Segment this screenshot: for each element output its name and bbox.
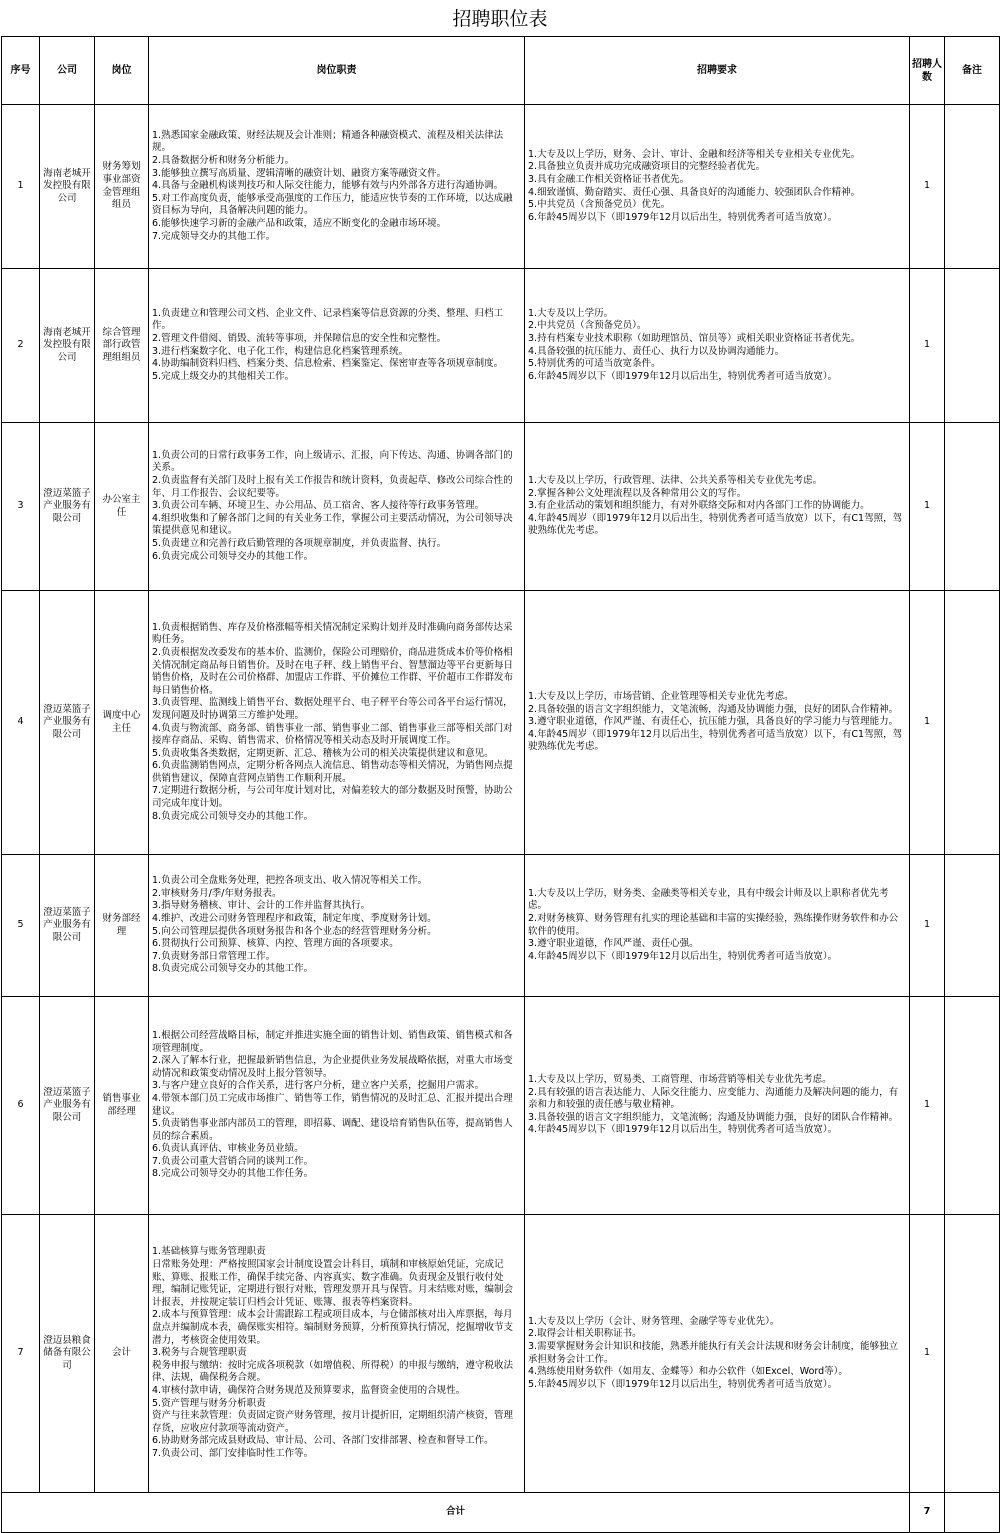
cell-duties-line: 4.带领本部门员工完成市场推广、销售等工作，销售情况的及时汇总、汇报并提出合理建议。 <box>152 1092 513 1117</box>
cell-duties-line: 3.进行档案数字化、电子化工作，构建信息化档案管理系统。 <box>152 345 409 357</box>
total-remark <box>945 1493 1000 1533</box>
cell-duties-line: 6.负责监测销售网点，定期分析各网点人流信息、销售动态等相关情况，为销售网点提供销售建议，保障直营网点销售工作顺利开展。 <box>152 760 513 784</box>
cell-remark <box>945 269 1000 423</box>
table-row <box>2 855 1000 997</box>
cell-position: 办公室主任 <box>95 423 149 591</box>
cell-no: 4 <box>2 591 40 855</box>
cell-no: 6 <box>2 997 40 1215</box>
cell-duties-line: 5.向公司管理层提供各项财务报告和各个业态的经营管理财务分析。 <box>152 925 437 937</box>
cell-position: 会计 <box>95 1215 149 1493</box>
cell-duties-line: 5.负责建立和完善行政后勤管理的各项规章制度，并负责监督、执行。 <box>152 537 447 549</box>
cell-requirements <box>525 269 910 423</box>
cell-requirements-line: 3.持有档案专业技术职称（如助理馆员、馆员等）或相关职业资格证书者优先。 <box>528 332 861 344</box>
cell-duties-line: 5.资产管理与财务分析职责 <box>152 1397 266 1409</box>
cell-duties-line: 税务申报与缴纳：按时完成各项税款（如增值税、所得税）的申报与缴纳，遵守税收法律、法规，确保税务合规。 <box>152 1359 514 1384</box>
cell-requirements-line: 3.有企业活动的策划和组织能力，有对外联络交际和对内各部门工作的协调能力。 <box>528 500 870 512</box>
cell-requirements-line: 3.具有金融工作相关资格证书者优先。 <box>528 173 690 185</box>
cell-remark <box>945 591 1000 855</box>
cell-count: 1 <box>910 105 945 269</box>
cell-duties <box>149 591 525 855</box>
cell-requirements-line: 2.取得会计相关职称证书。 <box>528 1328 642 1340</box>
cell-duties-line: 6.贯彻执行公司预算、核算、内控、管理方面的各项要求。 <box>152 938 399 950</box>
cell-company: 澄迈菜篮子产业服务有限公司 <box>40 591 95 855</box>
cell-duties <box>149 855 525 997</box>
table-row <box>2 997 1000 1215</box>
total-count: 7 <box>910 1493 945 1533</box>
cell-duties-line: 6.负责完成公司领导交办的其他工作。 <box>152 550 314 562</box>
cell-duties-line: 2.成本与预算管理：成本会计需跟踪工程或项目成本，与仓储部核对出入库票据，每月盘点并编制成本表，确保账实相符。编制财务预算，分析预算执行情况，挖掘增收节支潜力，考核资金使用效果。 <box>152 1309 514 1346</box>
cell-duties-line: 1.根据公司经营战略目标，制定并推进实施全面的销售计划、销售政策、销售模式和各项管理制度。 <box>152 1029 513 1054</box>
cell-no: 3 <box>2 423 40 591</box>
cell-requirements-line: 1.大专及以上学历。 <box>528 307 614 319</box>
cell-remark <box>945 855 1000 997</box>
cell-requirements-line: 1.大专及以上学历，贸易类、工商管理、市场营销等相关专业优先考虑。 <box>528 1074 832 1086</box>
cell-requirements-line: 4.年龄45周岁（即1979年12月以后出生，特别优秀者可适当放宽）以下，有C1驾照，驾驶熟练优先考虑。 <box>528 512 903 537</box>
cell-count: 1 <box>910 997 945 1215</box>
cell-company: 澄迈菜篮子产业服务有限公司 <box>40 855 95 997</box>
cell-requirements <box>525 1215 910 1493</box>
cell-duties-line: 5.负责收集各类数据，定期更新、汇总、稽核为公司的相关决策提供建议和意见。 <box>152 747 494 759</box>
cell-requirements-line: 3.遵守职业道德，作风严谨、有责任心，抗压能力强，具备良好的学习能力与管理能力。 <box>528 716 899 728</box>
cell-requirements <box>525 105 910 269</box>
table-row <box>2 423 1000 591</box>
cell-duties-line: 5.完成上级交办的其他相关工作。 <box>152 370 295 382</box>
cell-requirements-line: 3.遵守职业道德，作风严谨、责任心强。 <box>528 938 699 950</box>
cell-requirements-line: 4.年龄45周岁以下（即1979年12月以后出生，特别优秀者可适当放宽）。 <box>528 950 838 962</box>
cell-duties-line: 1.熟悉国家金融政策、财经法规及会计准则；精通各种融资模式、流程及相关法律法规。 <box>152 129 504 154</box>
header-company: 公司 <box>40 37 95 105</box>
cell-count: 1 <box>910 855 945 997</box>
cell-duties-line: 3.与客户建立良好的合作关系，进行客户分析，建立客户关系，挖掘用户需求。 <box>152 1080 485 1092</box>
cell-requirements-line: 3.具备较强的语言文字组织能力，文笔流畅；沟通及协调能力强，良好的团队合作精神。 <box>528 1111 899 1123</box>
cell-duties-line: 1.基础核算与账务管理职责 <box>152 1246 266 1258</box>
cell-duties-line: 2.管理文件借阅、销毁、流转等事项，并保障信息的安全性和完整性。 <box>152 332 447 344</box>
cell-requirements-line: 4.具备较强的抗压能力、责任心、执行力以及协调沟通能力。 <box>528 345 785 357</box>
cell-duties-line: 6.负责认真评估、审核业务员业绩。 <box>152 1143 304 1155</box>
header-remark: 备注 <box>945 37 1000 105</box>
cell-position: 财务筹划事业部资金管理组组员 <box>95 105 149 269</box>
cell-duties-line: 5.对工作高度负责，能够承受高强度的工作压力，能适应快节奏的工作环境，以达成融资目标为导向，具备解决问题的能力。 <box>152 192 513 217</box>
cell-no: 5 <box>2 855 40 997</box>
cell-duties <box>149 269 525 423</box>
cell-company: 海南老城开发控股有限公司 <box>40 269 95 423</box>
cell-position: 综合管理部行政管理组组员 <box>95 269 149 423</box>
cell-duties <box>149 423 525 591</box>
cell-remark <box>945 105 1000 269</box>
cell-duties-line: 7.定期进行数据分析，与公司年度计划对比，对偏差较大的部分数据及时预警，协助公司完成年度计划。 <box>152 785 513 810</box>
cell-count: 1 <box>910 269 945 423</box>
cell-duties-line: 日常账务处理：严格按照国家会计制度设置会计科目，填制和审核原始凭证，完成记账、算账、报账工作，确保手续完备、内容真实、数字准确。负责现金及银行收付处理，编制记账凭证，定期进行银行对账，管理发票开具与保管。月末结账对账，编制会计报表，并按规定装订归档会计凭证、账簿、报表等档案资料。 <box>152 1259 514 1308</box>
cell-no: 7 <box>2 1215 40 1493</box>
cell-duties-line: 1.负责建立和管理公司文档、企业文件、记录档案等信息资源的分类、整理、归档工作。 <box>152 307 504 332</box>
header-count: 招聘人数 <box>910 37 945 105</box>
cell-requirements <box>525 855 910 997</box>
cell-remark <box>945 997 1000 1215</box>
cell-requirements-line: 1.大专及以上学历，行政管理、法律、公共关系等相关专业优先考虑。 <box>528 475 823 487</box>
cell-requirements-line: 5.年龄45周岁以下（即1979年12月以后出生，特别优秀者可适当放宽）。 <box>528 1378 838 1390</box>
cell-duties-line: 3.负责管理、监测线上销售平台、数据处理平台、电子秤平台等公司各平台运行情况，发现问题及时协调第三方维护处理。 <box>152 697 513 721</box>
table-body <box>2 105 1000 1493</box>
cell-requirements-line: 1.大专及以上学历，财务类、金融类等相关专业，具有中级会计师及以上职称者优先考虑。 <box>528 887 889 912</box>
cell-duties-line: 6.能够快速学习新的金融产品和政策，适应不断变化的金融市场环境。 <box>152 217 447 229</box>
cell-requirements-line: 6.年龄45周岁以下（即1979年12月以后出生，特别优秀者可适当放宽）。 <box>528 370 838 382</box>
cell-position: 财务部经理 <box>95 855 149 997</box>
cell-position: 调度中心主任 <box>95 591 149 855</box>
cell-requirements-line: 2.掌握各种公文处理流程以及各种常用公文的写作。 <box>528 487 747 499</box>
header-no: 序号 <box>2 37 40 105</box>
cell-duties-line: 4.具备与金融机构谈判技巧和人际交往能力，能够有效与内外部各方进行沟通协调。 <box>152 180 504 192</box>
cell-requirements-line: 4.熟练使用财务软件（如用友、金蝶等）和办公软件（如Excel、Word等）。 <box>528 1366 848 1378</box>
cell-position: 销售事业部经理 <box>95 997 149 1215</box>
cell-requirements-line: 2.中共党员（含预备党员）。 <box>528 320 647 332</box>
cell-no: 1 <box>2 105 40 269</box>
cell-requirements-line: 4.年龄45周岁以下（即1979年12月以后出生，特别优秀者可适当放宽）。 <box>528 1124 838 1136</box>
header-duties: 岗位职责 <box>149 37 525 105</box>
cell-requirements-line: 2.具有较强的语言表达能力、人际交往能力、应变能力、沟通能力及解决问题的能力，有亲和力和较强的责任感与敬业精神。 <box>528 1086 899 1111</box>
cell-duties-line: 4.维护、改进公司财务管理程序和政策，制定年度、季度财务计划。 <box>152 912 437 924</box>
page-title: 招聘职位表 <box>452 8 548 30</box>
cell-duties-line: 资产与往来款管理：负责固定资产财务管理，按月计提折旧，定期组织清产核资，管理存货，应收应付款项等流动资产。 <box>152 1410 514 1434</box>
cell-requirements-line: 6.年龄45周岁以下（即1979年12月以后出生，特别优秀者可适当放宽）。 <box>528 211 838 223</box>
cell-duties-line: 3.能够独立撰写高质量、逻辑清晰的融资计划、融资方案等融资文件。 <box>152 167 447 179</box>
cell-requirements-line: 1.大专及以上学历，财务、会计、审计、金融和经济等相关专业相关专业优先。 <box>528 148 861 160</box>
cell-requirements <box>525 423 910 591</box>
cell-requirements <box>525 997 910 1215</box>
table-row <box>2 1215 1000 1493</box>
cell-company: 澄迈县粮食储备有限公司 <box>40 1215 95 1493</box>
cell-requirements-line: 2.具备独立负责并成功完成融资项目的完整经验者优先。 <box>528 161 766 173</box>
cell-requirements-line: 4.细致谨慎、勤奋踏实、责任心强、具备良好的沟通能力、较强团队合作精神。 <box>528 186 861 198</box>
header-position: 岗位 <box>95 37 149 105</box>
cell-duties-line: 8.完成公司领导交办的其他工作任务。 <box>152 1168 314 1180</box>
cell-duties-line: 8.负责完成公司领导交办的其他工作。 <box>152 810 314 822</box>
cell-duties-line: 7.完成领导交办的其他工作。 <box>152 230 276 242</box>
cell-duties-line: 2.具备数据分析和财务分析能力。 <box>152 155 295 167</box>
header-requirements: 招聘要求 <box>525 37 910 105</box>
table-row <box>2 591 1000 855</box>
cell-requirements-line: 1.大专及以上学历，市场营销、企业管理等相关专业优先考虑。 <box>528 691 794 703</box>
cell-duties-line: 5.负责销售事业部内部员工的管理，即招募、调配、建设培育销售队伍等，提高销售人员的综合素质。 <box>152 1118 513 1142</box>
cell-duties-line: 2.审核财务月/季/年财务报表。 <box>152 887 282 899</box>
cell-duties-line: 4.组织收集和了解各部门之间的有关业务工作，掌握公司主要活动情况，为公司领导决策提供意见和建议。 <box>152 512 513 537</box>
cell-duties-line: 1.负责公司的日常行政事务工作，向上级请示、汇报，向下传达、沟通、协调各部门的关系。 <box>152 449 513 474</box>
table-row <box>2 269 1000 423</box>
cell-duties-line: 4.协助编制资料归档、档案分类、信息检索、档案鉴定、保密审查等各项规章制度。 <box>152 358 504 370</box>
header-row <box>2 37 1000 105</box>
cell-requirements-line: 2.具备较强的语言文字组织能力，文笔流畅，沟通及协调能力强，良好的团队合作精神。 <box>528 703 899 715</box>
cell-duties-line: 1.负责根据销售、库存及价格涨幅等相关情况制定采购计划并及时准确向商务部传达采购任务。 <box>152 621 513 646</box>
cell-no: 2 <box>2 269 40 423</box>
cell-requirements-line: 4.年龄45周岁（即1979年12月以后出生，特别优秀者可适当放宽）以下，有C1驾照，驾驶熟练优先考虑。 <box>528 728 903 753</box>
cell-company: 海南老城开发控股有限公司 <box>40 105 95 269</box>
cell-duties-line: 2.负责根据发改委发布的基本价、监测价，保险公司理赔价，商品进货成本价等价格相关情况制定商品每日销售价。及时在电子秤、线上销售平台、智慧溜边等平台更新每日销售价格，及时在公司价格群、加盟店工作群、平价摊位工作群、平价超市工作群发布每日销售价格。 <box>152 646 514 696</box>
cell-count: 1 <box>910 591 945 855</box>
cell-requirements <box>525 591 910 855</box>
cell-count: 1 <box>910 1215 945 1493</box>
cell-duties-line: 3.指导财务稽核、审计、会计的工作并监督其执行。 <box>152 900 371 912</box>
recruitment-table <box>1 36 1000 1533</box>
cell-duties <box>149 1215 525 1493</box>
cell-duties <box>149 105 525 269</box>
cell-company: 澄迈菜篮子产业服务有限公司 <box>40 997 95 1215</box>
cell-requirements-line: 5.特别优秀的可适当放宽条件。 <box>528 358 661 370</box>
cell-requirements-line: 5.中共党员（含预备党员）优先。 <box>528 199 671 211</box>
cell-duties-line: 7.负责公司、部门安排临时性工作等。 <box>152 1447 314 1459</box>
cell-duties-line: 2.深入了解本行业，把握最新销售信息，为企业提供业务发展战略依据，对重大市场变动情况和政策变动情况及时上报分管领导。 <box>152 1055 513 1079</box>
cell-duties-line: 4.审核付款申请，确保符合财务规范及预算要求，监督资金使用的合规性。 <box>152 1384 466 1396</box>
cell-duties <box>149 997 525 1215</box>
cell-duties-line: 8.负责完成公司领导交办的其他工作。 <box>152 963 314 975</box>
total-row <box>2 1493 1000 1533</box>
cell-duties-line: 7.负责公司重大营销合同的谈判工作。 <box>152 1155 314 1167</box>
total-label: 合计 <box>2 1493 910 1533</box>
cell-duties-line: 3.负责公司车辆、环境卫生、办公用品、员工宿舍、客人接待等行政事务管理。 <box>152 500 485 512</box>
cell-requirements-line: 3.需要掌握财务会计知识和技能，熟悉并能执行有关会计法规和财务会计制度，能够独立承担财务会计工作。 <box>528 1340 899 1365</box>
cell-company: 澄迈菜篮子产业服务有限公司 <box>40 423 95 591</box>
cell-duties-line: 6.协助财务部完成县财政局、审计局、公司、各部门安排部署、检查和督导工作。 <box>152 1435 494 1447</box>
cell-count: 1 <box>910 423 945 591</box>
cell-duties-line: 4.负责与物流部、商务部、销售事业一部、销售事业二部、销售事业三部等相关部门对接库存商品、采购、销售需求、价格情况等相关动态及时开展调度工作。 <box>152 722 513 747</box>
cell-remark <box>945 423 1000 591</box>
cell-requirements-line: 1.大专及以上学历（会计、财务管理、金融学等专业优先）。 <box>528 1315 780 1327</box>
cell-duties-line: 1.负责公司全盘账务处理，把控各项支出、收入情况等相关工作。 <box>152 875 428 887</box>
table-row <box>2 105 1000 269</box>
cell-duties-line: 2.负责监督有关部门及时上报有关工作报告和统计资料，负责起草、修改公司综合性的年、月工作报告、会议纪要等。 <box>152 475 513 499</box>
cell-requirements-line: 2.对财务核算、财务管理有扎实的理论基础和丰富的实操经验，熟练操作财务软件和办公软件的使用。 <box>528 912 899 937</box>
cell-duties-line: 3.税务与合规管理职责 <box>152 1347 247 1359</box>
cell-remark <box>945 1215 1000 1493</box>
cell-duties-line: 7.负责财务部日常管理工作。 <box>152 950 276 962</box>
